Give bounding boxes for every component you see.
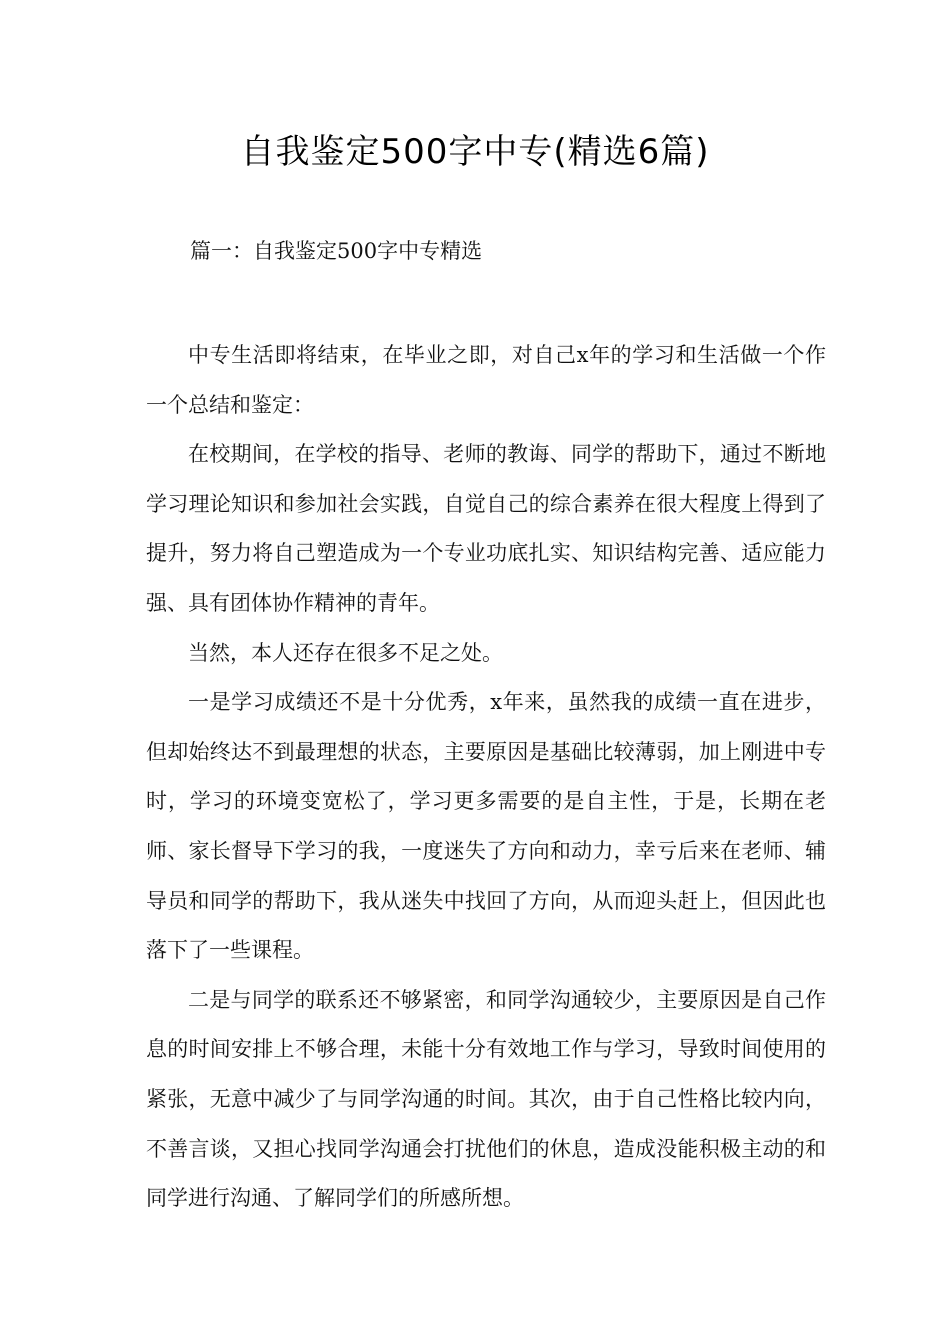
section-heading: 篇一：自我鉴定500字中专精选 (190, 239, 483, 263)
document-body (146, 331, 826, 1224)
paragraph-point-one: 一是学习成绩还不是十分优秀，x年来，虽然我的成绩一直在进步，但却始终达不到最理想的状态，主要原因是基础比较薄弱，加上刚进中专时，学习的环境变宽松了，学习更多需要的是自主性，于是，长期在老师、家长督导下学习的我，一度迷失了方向和动力，幸亏后来在老师、辅导员和同学的帮助下，我从迷失中找回了方向，从而迎头赶上，但因此也落下了一些课程。 (146, 690, 826, 963)
paragraph-shortcomings: 当然，本人还存在很多不足之处。 (188, 640, 503, 665)
paragraph-intro: 中专生活即将结束，在毕业之即，对自己x年的学习和生活做一个作一个总结和鉴定： (146, 343, 826, 417)
document-title: 自我鉴定500字中专(精选6篇) (240, 132, 710, 172)
paragraph-school-period: 在校期间，在学校的指导、老师的教诲、同学的帮助下，通过不断地学习理论知识和参加社会实践，自觉自己的综合素养在很大程度上得到了提升，努力将自己塑造成为一个专业功底扎实、知识结构完善、适应能力强、具有团体协作精神的青年。 (146, 442, 826, 615)
paragraph-point-two: 二是与同学的联系还不够紧密，和同学沟通较少，主要原因是自己作息的时间安排上不够合理，未能十分有效地工作与学习，导致时间使用的紧张，无意中减少了与同学沟通的时间。其次，由于自己性格比较内向，不善言谈，又担心找同学沟通会打扰他们的休息，造成没能积极主动的和同学进行沟通、了解同学们的所感所想。 (146, 987, 826, 1211)
